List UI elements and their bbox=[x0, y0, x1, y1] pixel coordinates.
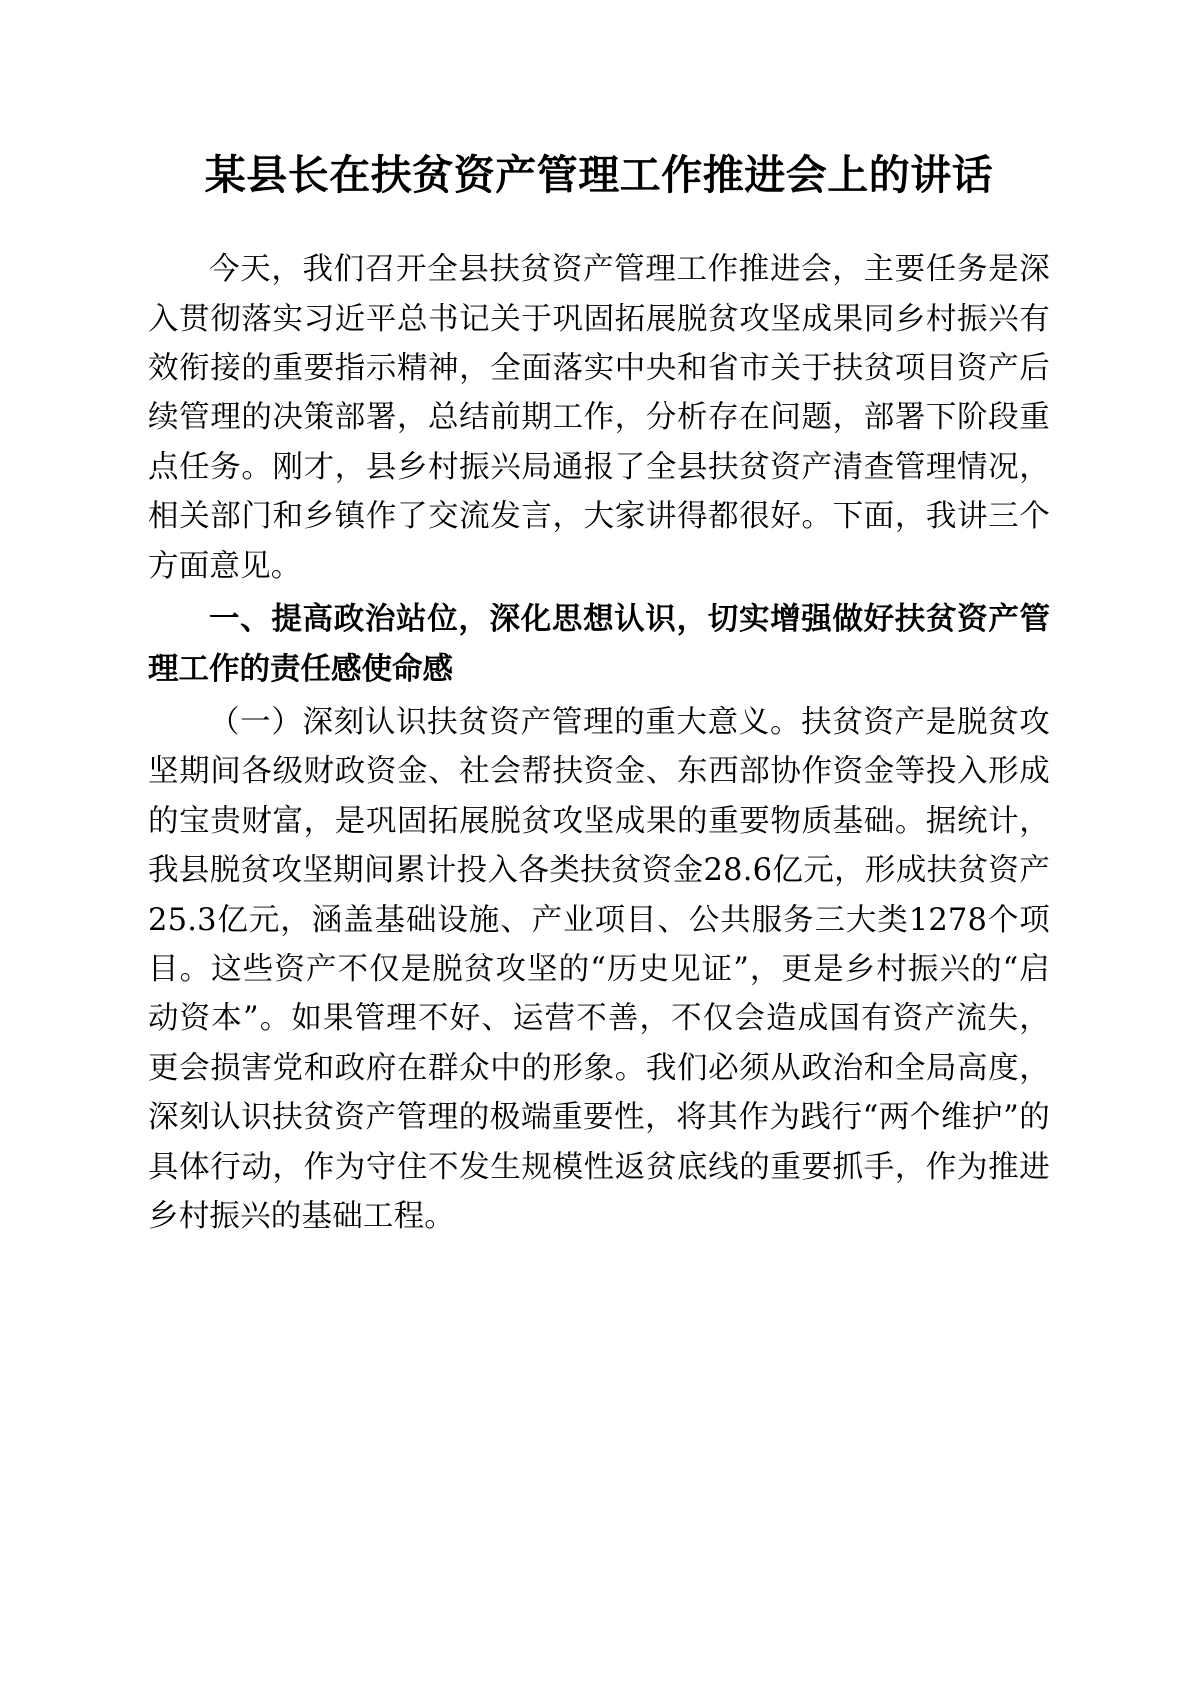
paragraph-section-one-item-1: （一）深刻认识扶贫资产管理的重大意义。扶贫资产是脱贫攻坚期间各级财政资金、社会帮扶资金、东西部协作资金等投入形成的宝贵财富，是巩固拓展脱贫攻坚成果的重要物质基础。据统计，我县脱贫攻坚期间累计投入各类扶贫资金28.6亿元，形成扶贫资产25.3亿元，涵盖基础设施、产业项目、公共服务三大类1278个项目。这些资产不仅是脱贫攻坚的“历史见证”，更是乡村振兴的“启动资本”。如果管理不好、运营不善，不仅会造成国有资产流失，更会损害党和政府在群众中的形象。我们必须从政治和全局高度，深刻认识扶贫资产管理的极端重要性，将其作为践行“两个维护”的具体行动，作为守住不发生规模性返贫底线的重要抓手，作为推进乡村振兴的基础工程。 bbox=[148, 704, 1050, 1234]
section-heading-one: 一、提高政治站位，深化思想认识，切实增强做好扶贫资产管理工作的责任感使命感 bbox=[148, 602, 1050, 687]
paragraph-opening: 今天，我们召开全县扶贫资产管理工作推进会，主要任务是深入贯彻落实习近平总书记关于巩固拓展脱贫攻坚成果同乡村振兴有效衔接的重要指示精神，全面落实中央和省市关于扶贫项目资产后续管理的决策部署，总结前期工作，分析存在问题，部署下阶段重点任务。刚才，县乡村振兴局通报了全县扶贫资产清查管理情况，相关部门和乡镇作了交流发言，大家讲得都很好。下面，我讲三个方面意见。 bbox=[148, 252, 1050, 584]
page-title: 某县长在扶贫资产管理工作推进会上的讲话 bbox=[204, 151, 994, 199]
